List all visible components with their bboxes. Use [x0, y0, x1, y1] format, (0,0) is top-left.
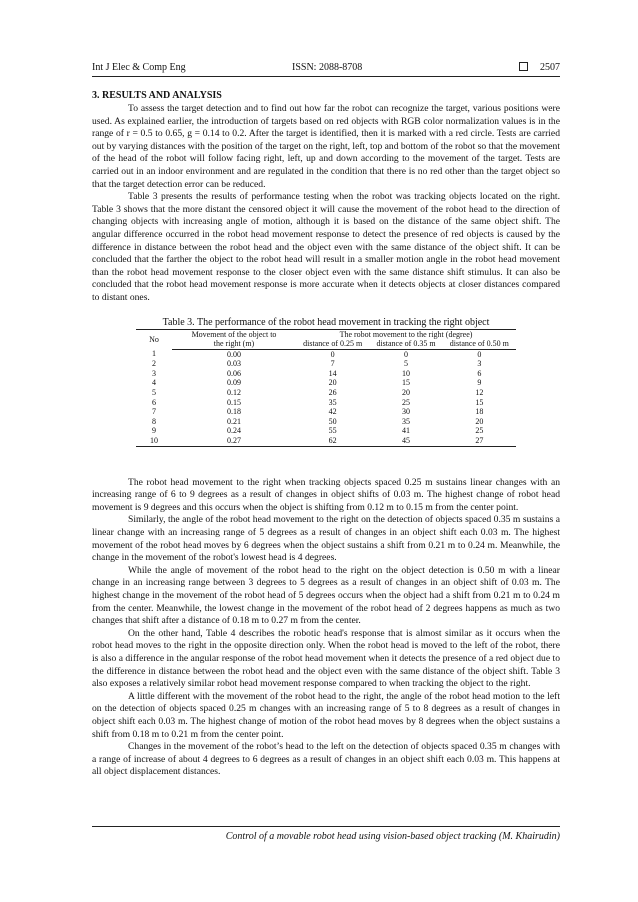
table-cell: 26 — [328, 388, 337, 398]
table-cell: 6 — [477, 368, 482, 378]
table-cell: 14 — [328, 368, 337, 378]
table-cell: 2 — [152, 359, 156, 369]
table-cell: 0.06 — [227, 368, 241, 378]
header-group: The robot movement to the right (degree) — [296, 329, 516, 339]
table-cell: 8 — [152, 416, 156, 426]
table-cell: 0 — [477, 349, 482, 359]
table-cell: 5 — [403, 359, 408, 369]
table-cell: 9 — [477, 378, 482, 388]
table-cell: 25 — [401, 397, 410, 407]
table-3 — [92, 317, 560, 447]
table-cell: 41 — [401, 426, 410, 436]
table-cell: 35 — [328, 397, 337, 407]
table-cell: 5 — [152, 388, 156, 398]
table-cell: 12 — [475, 388, 484, 398]
table-cell: 6 — [152, 397, 156, 407]
paragraph-top-1: To assess the target detection and to find out how far the robot can recognize the target, various positions were used. As explained earlier, the introduction of targets based on red objects with RGB color normalization values is in the range of r = 0.5 to 0.65, g = 0.14 to 0.2. After the target is identified, then it is marked with a red circle. Tests are carried out by varying distances with the position of the target on the right, left, top and bottom of the robot so that the movement of the head of the robot will follow facing right, left, up and down according to the movement of the target. Tests are carried out in an indoor environment and are regulated in the condition that there is no red other than the target object so that the target detection error can be reduced. — [92, 103, 560, 190]
paragraph-bottom-5: A little different with the movement of the robot head to the right, the angle of the robot head motion to the left on the detection of objects spaced 0.25 m changes with an increasing range of 5 to 8 degrees as a result of changes in object shift each 0.03 m. The highest change of motion of the robot head moves by 8 degrees when the object sustains a shift from 0.18 m to 0.21 m from the center point. — [92, 690, 560, 740]
journal-name: Int J Elec & Comp Eng — [92, 62, 186, 73]
table-row — [136, 378, 516, 388]
table-subheader-row — [136, 339, 516, 349]
table-cell: 0.09 — [227, 378, 241, 388]
main-content — [92, 90, 560, 779]
table-cell: 3 — [477, 359, 482, 369]
table-caption: Table 3. The performance of the robot head movement in tracking the right object — [162, 316, 490, 328]
issn-label: ISSN: 2088-8708 — [292, 62, 363, 73]
section-title: 3. RESULTS AND ANALYSIS — [92, 90, 222, 101]
table-row — [136, 349, 516, 359]
table-cell: 7 — [152, 407, 156, 417]
table-cell: 0.03 — [227, 359, 241, 369]
table-cell: 0 — [330, 349, 335, 359]
paragraph-bottom-1: The robot head movement to the right when tracking objects spaced 0.25 m sustains linear changes with an increasing range of 6 to 9 degrees as a result of changes in object shifts of 0.03 m. The highest change of robot head movement is 9 degrees and this occurs when the object is shifting from 0.12 m to 0.15 m from the center point. — [92, 476, 560, 513]
table-cell: 9 — [152, 426, 156, 436]
running-footer: Control of a movable robot head using vision-based object tracking (M. Khairudin) — [92, 826, 560, 842]
spacer — [92, 447, 560, 477]
table-cell: 0.18 — [227, 407, 241, 417]
table-cell: 3 — [152, 368, 156, 378]
table-cell: 0.21 — [227, 416, 241, 426]
table-row — [136, 426, 516, 436]
table-cell: 0.12 — [227, 388, 241, 398]
header-movement-line2: the right (m) — [172, 339, 296, 349]
table-cell: 20 — [401, 388, 410, 398]
table-cell: 25 — [475, 426, 484, 436]
paragraph-bottom-2: Similarly, the angle of the robot head movement to the right on the detection of objects spaced 0.35 m sustains a linear change with an increasing range of 5 degrees as a result of changes in an object shift each 0.03 m. The highest movement of the robot head moves by 6 degrees when the object sustains a shift from 0.21 m to 0.24 m. Meanwhile, the change in the movement of the robot's lowest head is 4 degrees. — [92, 514, 560, 564]
table-cell: 7 — [330, 359, 335, 369]
results-table — [136, 329, 516, 447]
header-distance-035: distance of 0.35 m — [369, 339, 442, 349]
table-row — [136, 417, 516, 427]
table-cell: 15 — [401, 378, 410, 388]
table-cell: 35 — [401, 416, 410, 426]
page-number: 2507 — [540, 62, 560, 73]
square-bullet-icon — [519, 62, 528, 71]
running-header — [92, 60, 560, 77]
table-header-row — [136, 329, 516, 339]
table-cell: 15 — [475, 397, 484, 407]
header-distance-050: distance of 0.50 m — [443, 339, 516, 349]
table-cell: 0.00 — [227, 349, 241, 359]
paragraph-bottom-3: While the angle of movement of the robot head to the right on the object detection is 0.50 m with a linear change in an increasing range between 3 degrees to 5 degrees as a result of changes in an object shift of 0.03 m. The highest change in the movement of the robot head of 5 degrees occurs when the object had a shift from 0.21 m to 0.24 m from the center. Meanwhile, the lowest change in the movement of the robot head of 2 degrees happens as much as two changes that shift after a distance of 0.18 m to 0.27 m from the center. — [92, 564, 560, 627]
table-cell: 27 — [443, 436, 516, 446]
table-cell: 0.24 — [227, 426, 241, 436]
header-distance-025: distance of 0.25 m — [296, 339, 369, 349]
paragraph-bottom-4: On the other hand, Table 4 describes the robotic head's response that is almost similar as it occurs when the robot head moves to the right in the opposite direction only. When the robot head is moved to the left of the robot, there is also a difference in the angular response of the robot head movement when it detects the presence of a red object due to the difference in distance between the robot head and the object even with the same distance of the object shift. Table 3 also exposes a relatively similar robot head movement response compared to when tracking the object to the right. — [92, 627, 560, 690]
table-cell: 55 — [328, 426, 337, 436]
table-cell: 18 — [475, 407, 484, 417]
table-cell: 1 — [152, 349, 156, 359]
table-cell: 10 — [401, 368, 410, 378]
table-row — [136, 436, 516, 446]
header-no: No — [136, 329, 172, 349]
table-cell: 10 — [136, 436, 172, 446]
table-row — [136, 398, 516, 408]
table-cell: 20 — [328, 378, 337, 388]
header-movement-line1: Movement of the object to — [172, 329, 296, 339]
table-row — [136, 359, 516, 369]
table-cell: 0.27 — [172, 436, 296, 446]
table-cell: 20 — [475, 416, 484, 426]
table-row — [136, 407, 516, 417]
table-cell: 50 — [328, 416, 337, 426]
table-cell: 45 — [369, 436, 442, 446]
table-row — [136, 388, 516, 398]
paragraph-bottom-6: Changes in the movement of the robot’s head to the left on the detection of objects spaced 0.35 m changes with a range of increase of about 4 degrees to 6 degrees as a result of changes in an object shift each 0.03 m. This happens at all object displacement distances. — [92, 741, 560, 778]
page-number-group — [519, 62, 560, 73]
table-row — [136, 369, 516, 379]
table-cell: 42 — [328, 407, 337, 417]
table-cell: 0.15 — [227, 397, 241, 407]
table-cell: 62 — [296, 436, 369, 446]
table-cell: 4 — [152, 378, 156, 388]
table-cell: 30 — [401, 407, 410, 417]
paragraph-top-2: Table 3 presents the results of performance testing when the robot was tracking objects located on the right. Table 3 shows that the more distant the censored object it will cause the movement of the robot head to the direction of changing objects with increasing angle of motion, although it is based on the distance of the same object shift. The angular difference occurred in the robot head movement response to detect the presence of red objects is caused by the difference in distance between the robot head and the object even with the same distance of the object shift. It can be concluded that the farther the object to the robot head will result in a smaller motion angle in the robot head movement than the robot head movement response to the closer object even with the same distance shift stimulus. It can also be concluded that the robot head movement response is more accurate when it detects objects at closer distances compared to distant ones. — [92, 191, 560, 303]
table-cell: 0 — [403, 349, 408, 359]
